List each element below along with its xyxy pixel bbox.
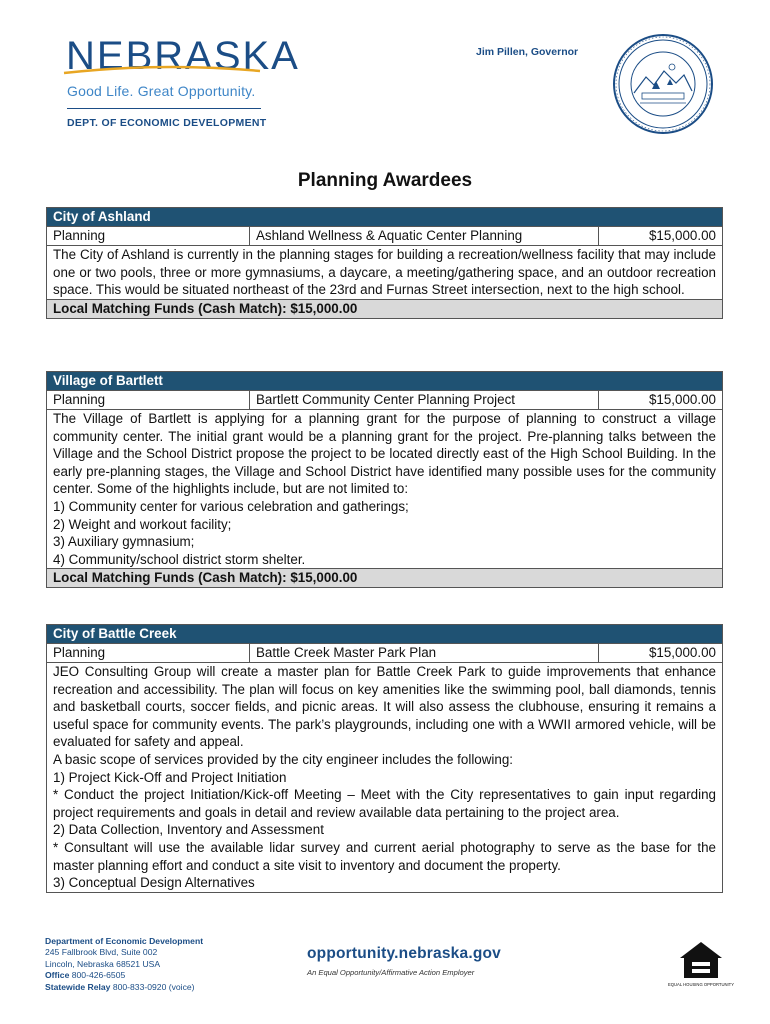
description-list-item: 4) Community/school district storm shelter.	[53, 551, 306, 567]
description-list-item: 1) Community center for various celebration and gatherings;	[53, 498, 409, 514]
award-match: Local Matching Funds (Cash Match): $15,000.00	[46, 300, 723, 319]
footer-dept: Department of Economic Development	[45, 936, 204, 946]
page-title: Planning Awardees	[297, 170, 473, 191]
description-paragraph: The Village of Bartlett is applying for a planning grant for the purpose of planning to construct a village community center. The initial grant would be a planning grant for the project. Pre-planning talks between the Village and the School District propose the project to be located directly east of the High School Building. In the early pre-planning stages, the Village and School District have identified many possible uses for the community center. Some of the highlights include, but are not limited to:	[53, 411, 716, 497]
state-seal-icon	[612, 33, 714, 135]
logo-dept: DEPT. OF ECONOMIC DEVELOPMENT	[67, 117, 267, 129]
logo-tagline: Good Life. Great Opportunity.	[67, 83, 256, 99]
award-type: Planning	[47, 227, 250, 245]
award-amount: $15,000.00	[648, 228, 716, 243]
description-list-item: * Consultant will use the available lidar survey and current aerial photography to serve as the base for the master planning effort and conduct a site visit to inventory and document the property.	[53, 839, 716, 873]
award-summary-row	[46, 226, 723, 246]
footer-address-line: Lincoln, Nebraska 68521 USA	[45, 958, 161, 969]
award-project: Battle Creek Master Park Plan	[250, 644, 599, 662]
equal-housing-icon	[667, 940, 735, 990]
description-paragraph: A basic scope of services provided by the city engineer includes the following:	[53, 751, 514, 767]
description-list-item: * Conduct the project Initiation/Kick-off Meeting – Meet with the City representatives to gain input regarding project requirements and goals in detail and review available data pertaining to the project area.	[53, 787, 716, 820]
relay-label: Statewide Relay	[45, 981, 111, 992]
footer-address-block	[45, 936, 203, 993]
description-list-item: 3) Auxiliary gymnasium;	[53, 534, 195, 550]
award-table-bartlett	[46, 371, 723, 588]
award-entity: City of Battle Creek	[46, 624, 723, 643]
description-list-item: 2) Data Collection, Inventory and Assessment	[53, 822, 324, 838]
governor-name: Jim Pillen, Governor	[476, 46, 579, 58]
award-description	[46, 663, 723, 893]
footer-url-link[interactable]: opportunity.nebraska.gov	[307, 945, 501, 962]
office-phone: 800-426-6505	[71, 970, 126, 981]
award-project: Bartlett Community Center Planning Project	[250, 391, 599, 409]
description-paragraph: The City of Ashland is currently in the planning stages for building a recreation/wellness facility that may include one or two pools, three or more gymnasiums, a daycare, a meeting/gathering space, and an outdoor recreation space. This would be situated northeast of the 23rd and Furnas Street intersection, next to the high school.	[53, 247, 716, 298]
eho-label: EQUAL HOUSING OPPORTUNITY	[667, 982, 735, 987]
footer-office	[45, 970, 203, 981]
award-description	[46, 410, 723, 569]
relay-phone: 800-833-0920 (voice)	[112, 981, 195, 992]
award-match: Local Matching Funds (Cash Match): $15,000.00	[46, 569, 723, 588]
award-entity: Village of Bartlett	[46, 371, 723, 390]
award-summary-row	[46, 643, 723, 663]
footer-eeo: An Equal Opportunity/Affirmative Action Employer	[307, 968, 475, 977]
description-list-item: 1) Project Kick-Off and Project Initiation	[53, 769, 287, 785]
award-description	[46, 246, 723, 300]
award-type: Planning	[47, 391, 250, 409]
description-list-item: 2) Weight and workout facility;	[53, 516, 232, 532]
footer-relay	[45, 982, 203, 993]
award-project: Ashland Wellness & Aquatic Center Planning	[250, 227, 599, 245]
award-summary-row	[46, 390, 723, 410]
logo-wordmark: NEBRASKA	[66, 34, 300, 78]
office-label: Office	[45, 970, 70, 981]
description-paragraph: JEO Consulting Group will create a master plan for Battle Creek Park to guide improvements that enhance recreation and accessibility. The plan will focus on key amenities like the swimming pool, ball diamonds, tennis and basketball courts, soccer fields, and picnic areas. It will also assess the clubhouse, ensuring it remains a useful space for community events. The park’s playgrounds, including one with a WWII armored vehicle, will be evaluated for safety and appeal.	[53, 664, 716, 750]
award-entity: City of Ashland	[46, 207, 723, 226]
award-amount: $15,000.00	[648, 645, 716, 660]
logo-swoosh-icon	[62, 64, 262, 78]
logo-divider	[67, 108, 261, 109]
footer-address-line: 245 Fallbrook Blvd, Suite 002	[45, 947, 158, 958]
award-table-ashland	[46, 207, 723, 319]
award-type: Planning	[47, 644, 250, 662]
award-table-battle-creek	[46, 624, 723, 893]
description-list-item: 3) Conceptual Design Alternatives	[53, 875, 255, 891]
award-amount: $15,000.00	[648, 392, 716, 407]
